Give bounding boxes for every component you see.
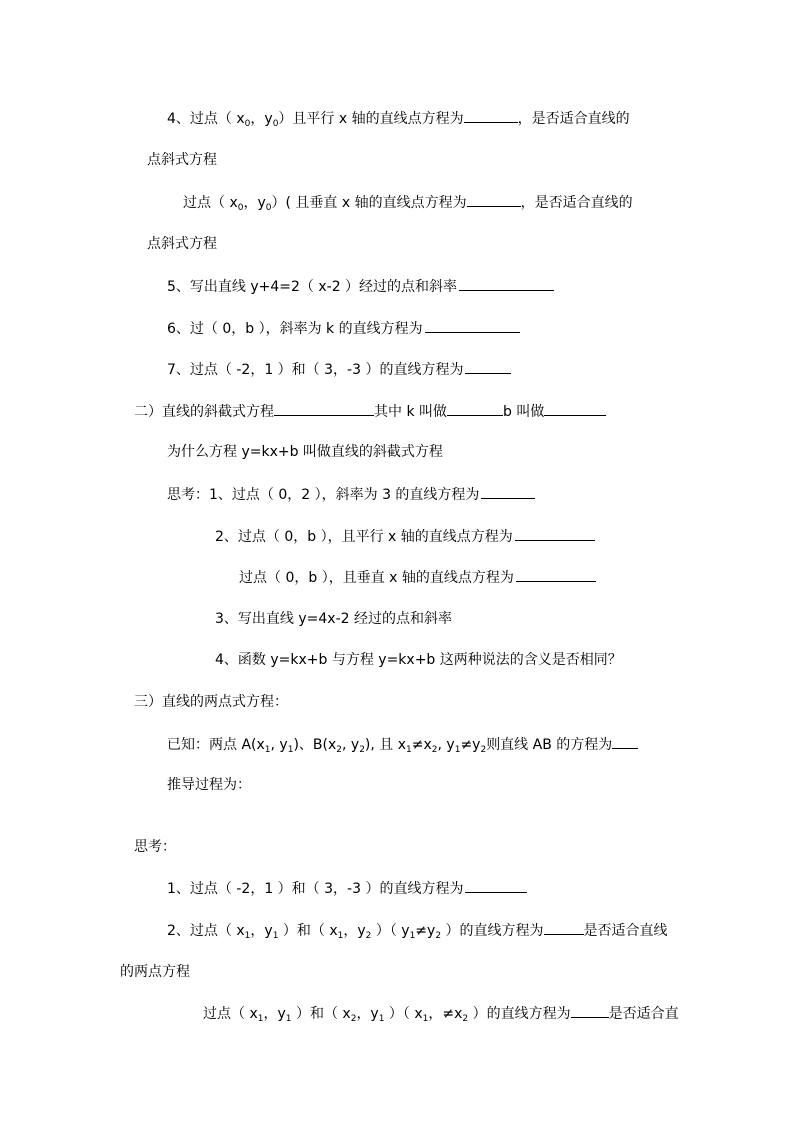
text: )、B(x xyxy=(293,737,337,753)
section-heading: 三）直线的两点式方程： xyxy=(134,694,288,710)
text: ，y xyxy=(356,1006,379,1022)
answer-blank[interactable] xyxy=(447,401,503,416)
section-slope-intercept xyxy=(134,401,606,422)
text: ）( 且垂直 x 轴的直线点方程为 xyxy=(271,195,467,211)
text: 是否适合直线 xyxy=(583,923,668,939)
answer-blank[interactable] xyxy=(465,359,511,374)
text: , y xyxy=(437,737,455,753)
subscript: 1 xyxy=(257,1014,264,1024)
subscript: 0 xyxy=(244,119,251,129)
subscript: 1 xyxy=(454,745,461,755)
text: 4、函数 y=kx+b 与方程 y=kx+b 这两种说法的含义是否相同？ xyxy=(215,652,622,668)
text: 思考： xyxy=(134,839,176,855)
line-point-slope-label xyxy=(147,150,217,170)
answer-blank[interactable] xyxy=(481,484,535,499)
text: 为什么方程 y=kx+b 叫做直线的斜截式方程 xyxy=(167,444,443,460)
answer-blank[interactable] xyxy=(467,192,521,207)
answer-blank[interactable] xyxy=(425,318,520,333)
text: ，y xyxy=(250,111,273,127)
text: 过点（ x xyxy=(203,1006,258,1022)
subscript: 1 xyxy=(337,931,344,941)
text: 过点（ x xyxy=(183,195,238,211)
line-derivation xyxy=(167,775,251,795)
text: b 叫做 xyxy=(503,404,545,420)
subscript: 2 xyxy=(350,1014,357,1024)
line-point-slope-label-2 xyxy=(147,234,217,254)
text: 4、过点（ x xyxy=(167,111,245,127)
subscript: 2 xyxy=(365,931,372,941)
answer-blank[interactable] xyxy=(571,1003,609,1018)
text: , y xyxy=(270,737,288,753)
think-4 xyxy=(215,650,622,670)
text: 推导过程为： xyxy=(167,777,251,793)
answer-blank[interactable] xyxy=(516,567,596,582)
text: ，y xyxy=(263,1006,286,1022)
subscript: 1 xyxy=(406,745,412,755)
line-why xyxy=(167,442,443,462)
answer-blank[interactable] xyxy=(459,276,554,291)
answer-blank[interactable] xyxy=(465,878,527,893)
subscript: 1 xyxy=(244,931,251,941)
answer-blank[interactable] xyxy=(544,401,606,416)
subscript: 0 xyxy=(272,119,279,129)
line-7 xyxy=(167,359,511,380)
text: 1、过点（ -2，1 ）和（ 3，-3 ）的直线方程为 xyxy=(167,881,464,897)
answer-blank[interactable] xyxy=(464,108,518,123)
answer-blank[interactable] xyxy=(612,734,638,749)
think-2b xyxy=(239,567,596,588)
text: 的两点方程 xyxy=(120,964,190,980)
subscript: 2 xyxy=(480,745,487,755)
text: ）（ x xyxy=(384,1006,423,1022)
text: 则直线 AB 的方程为 xyxy=(486,737,613,753)
line-5 xyxy=(167,276,554,297)
text: 6、过（ 0，b ），斜率为 k 的直线方程为 xyxy=(167,321,423,337)
think-1 xyxy=(167,484,535,505)
text: ≠y xyxy=(415,923,436,939)
subscript: 0 xyxy=(237,203,244,213)
subscript: 2 xyxy=(359,745,365,755)
section-heading: 二）直线的斜截式方程 xyxy=(134,404,274,420)
text: ）和（ x xyxy=(291,1006,351,1022)
subscript: 1 xyxy=(264,745,271,755)
subscript: 2 xyxy=(336,745,342,755)
subscript: 2 xyxy=(462,1014,469,1024)
text: 2、过点（ 0，b ），且平行 x 轴的直线点方程为 xyxy=(215,529,513,545)
text: ，≠x xyxy=(428,1006,463,1022)
subscript: 1 xyxy=(287,745,294,755)
subscript: 2 xyxy=(435,931,442,941)
text: ), 且 x xyxy=(364,737,407,753)
two-point-label xyxy=(120,962,190,982)
text: ）（ y xyxy=(371,923,410,939)
text: ）且平行 x 轴的直线点方程为 xyxy=(278,111,464,127)
text: ，是否适合直线的 xyxy=(520,195,633,211)
subscript: 1 xyxy=(285,1014,292,1024)
text: ）的直线方程为 xyxy=(441,923,544,939)
answer-blank[interactable] xyxy=(515,526,595,541)
think-two-point-1 xyxy=(167,878,527,899)
text: 思考：1、过点（ 0，2 ），斜率为 3 的直线方程为 xyxy=(167,487,480,503)
think-3 xyxy=(215,609,452,629)
subscript: 1 xyxy=(272,931,279,941)
text: , y xyxy=(342,737,360,753)
line-perpendicular-x xyxy=(183,192,633,213)
subscript: 1 xyxy=(422,1014,429,1024)
text: ≠y xyxy=(460,737,481,753)
text: ，y xyxy=(243,195,266,211)
text: 点斜式方程 xyxy=(147,236,217,252)
text: 已知：两点 A(x xyxy=(167,737,265,753)
think-two-point-2 xyxy=(167,920,668,941)
text: ）和（ x xyxy=(278,923,338,939)
answer-blank[interactable] xyxy=(544,920,584,935)
text: ，y xyxy=(343,923,366,939)
text: 过点（ 0，b ），且垂直 x 轴的直线点方程为 xyxy=(239,570,514,586)
think-two-point-2b xyxy=(203,1003,679,1024)
text: 2、过点（ x xyxy=(167,923,245,939)
think-2 xyxy=(215,526,595,547)
subscript: 0 xyxy=(265,203,272,213)
subscript: 2 xyxy=(431,745,438,755)
line-4-parallel-x xyxy=(167,108,630,129)
subscript: 1 xyxy=(378,1014,385,1024)
text: 3、写出直线 y=4x-2 经过的点和斜率 xyxy=(215,611,452,627)
section-two-point xyxy=(134,692,288,712)
text: 7、过点（ -2，1 ）和（ 3，-3 ）的直线方程为 xyxy=(167,362,464,378)
text: 点斜式方程 xyxy=(147,152,217,168)
line-6 xyxy=(167,318,520,339)
text: ≠x xyxy=(411,737,432,753)
text: 是否适合直 xyxy=(608,1006,679,1022)
line-given xyxy=(167,734,638,755)
think-label xyxy=(134,837,176,857)
answer-blank[interactable] xyxy=(274,401,374,416)
text: ）的直线方程为 xyxy=(468,1006,571,1022)
text: ，是否适合直线的 xyxy=(517,111,630,127)
subscript: 1 xyxy=(409,931,416,941)
text: 5、写出直线 y+4=2（ x-2 ）经过的点和斜率 xyxy=(167,279,458,295)
text: 其中 k 叫做 xyxy=(374,404,448,420)
text: ，y xyxy=(250,923,273,939)
